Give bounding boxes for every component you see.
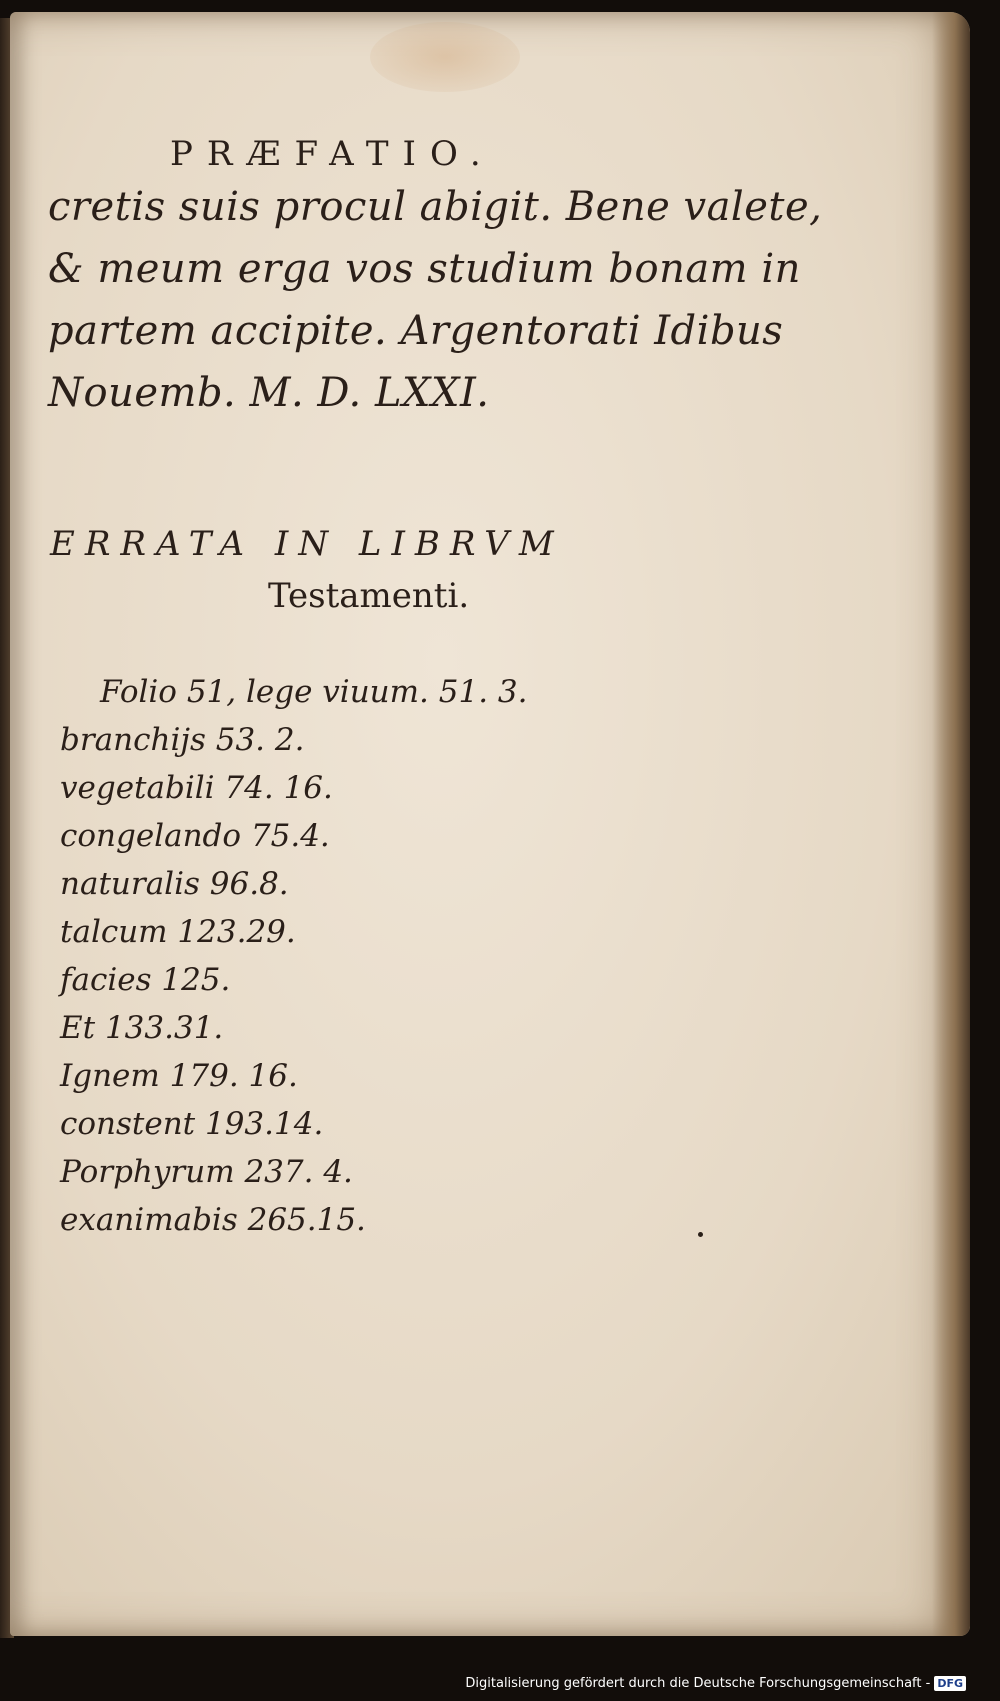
errata-item: congelando 75.4. — [60, 818, 330, 854]
errata-subheading: Testamenti. — [268, 576, 470, 616]
errata-item: Et 133.31. — [60, 1010, 224, 1046]
errata-item: branchijs 53. 2. — [60, 722, 305, 758]
preface-line: & meum erga vos studium bonam in — [48, 246, 801, 292]
errata-item: constent 193.14. — [60, 1106, 324, 1142]
ink-dot — [698, 1232, 703, 1237]
errata-item: exanimabis 265.15. — [60, 1202, 366, 1238]
errata-item: facies 125. — [60, 962, 231, 998]
credit-text: Digitalisierung gefördert durch die Deutsche Forschungsgemeinschaft - — [465, 1675, 931, 1691]
errata-heading: ERRATA IN LIBRVM — [50, 524, 564, 564]
errata-item: vegetabili 74. 16. — [60, 770, 333, 806]
preface-line: Nouemb. M. D. LXXI. — [48, 370, 490, 416]
book-page — [10, 12, 970, 1636]
errata-item: Porphyrum 237. 4. — [60, 1154, 353, 1190]
preface-line: partem accipite. Argentorati Idibus — [48, 308, 784, 354]
dfg-logo: DFG — [934, 1676, 966, 1691]
page-stain — [370, 22, 520, 92]
page-fore-edge — [932, 12, 970, 1636]
errata-item: talcum 123.29. — [60, 914, 296, 950]
errata-item: Folio 51, lege viuum. 51. 3. — [100, 674, 528, 710]
running-head: PRÆFATIO. — [170, 134, 495, 174]
preface-line: cretis suis procul abigit. Bene valete, — [48, 184, 823, 230]
errata-item: Ignem 179. 16. — [60, 1058, 298, 1094]
digitization-credit — [465, 1673, 966, 1693]
errata-item: naturalis 96.8. — [60, 866, 289, 902]
